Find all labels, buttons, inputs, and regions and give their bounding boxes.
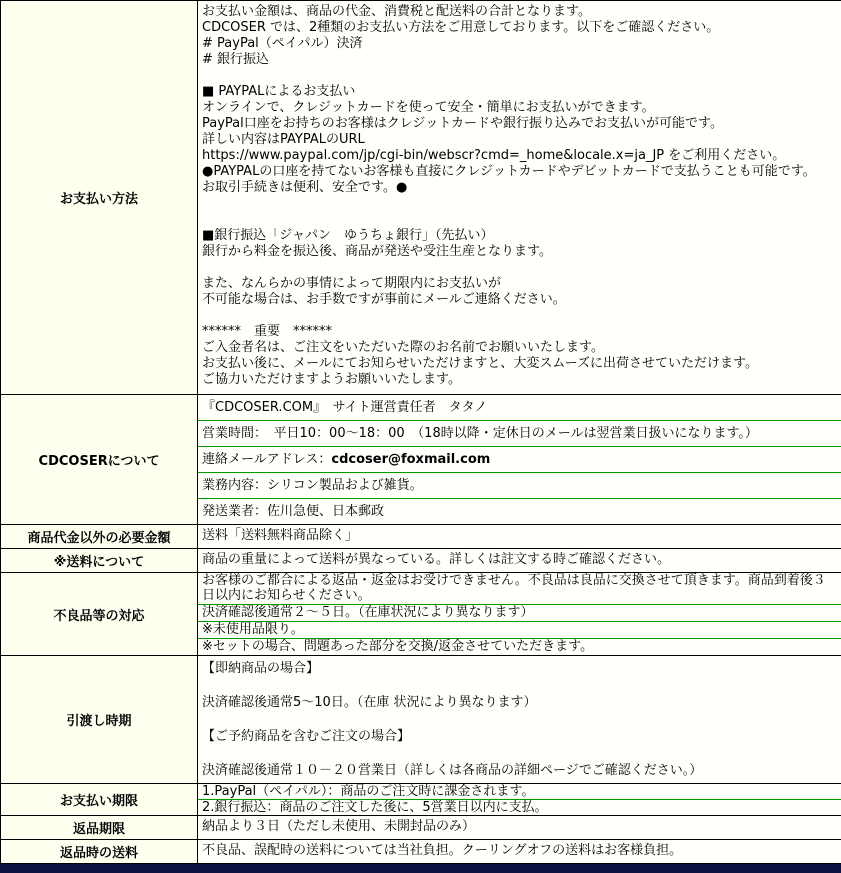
shipping-note-content: 商品の重量によって送料が異なっている。詳しくは註文する時ご確認ください。 (198, 549, 841, 572)
return-shipping-header-label: 返品時の送料 (59, 846, 138, 861)
row-delivery-time (1, 656, 841, 784)
defective-policy-row: ※セットの場合、問題あった部分を交換/返金させていただきます。 (202, 639, 594, 654)
payment-text-line: 不可能な場合は、お手数ですが事前にメールご連絡ください。 (202, 292, 566, 307)
row-return-deadline (1, 816, 841, 840)
payment-text-line: また、なんらかの事情によって期限内にお支払いが (202, 276, 502, 291)
payment-text-line: 銀行から料金を振込後、商品が発送や受注生産となります。 (202, 244, 552, 259)
delivery-time-content (198, 656, 841, 783)
email-label: 連絡メールアドレス： (202, 452, 332, 467)
payment-text-line: # PayPal（ペイパル）決済 (202, 36, 363, 51)
row-defective-policy (1, 573, 841, 656)
shipping-note-header-cell (1, 549, 198, 572)
payment-paypal-url: https://www.paypal.com/jp/cgi-bin/webscr?cmd=_home&locale.x=ja_JP をご利用ください。 (202, 148, 786, 163)
payment-method-header-label: お支払い方法 (59, 192, 138, 207)
payment-text-line (202, 196, 837, 212)
extra-fee-header-label: 商品代金以外の必要金額 (27, 531, 171, 546)
extra-fee-content: 送料「送料無料商品除く」 (198, 525, 841, 548)
row-about-shop (1, 395, 841, 525)
payment-text-line: ●PAYPALの口座を持てないお客様も直接にクレジットカードやデビットカードで支払うことも可能です。 (202, 164, 816, 179)
row-payment-method (1, 1, 841, 395)
payment-important-heading: ****** 重要 ****** (202, 324, 333, 339)
return-deadline-header-label: 返品期限 (72, 822, 125, 837)
return-deadline-header-cell (1, 816, 198, 839)
delivery-text-line: 決済確認後通常１０－２０営業日（詳しくは各商品の詳細ページでご確認ください。） (202, 763, 703, 778)
row-payment-deadline (1, 784, 841, 816)
payment-deadline-row: 1.PayPal（ペイパル）：商品のご注文時に課金されます。 (198, 784, 841, 800)
about-shop-content (198, 395, 841, 524)
row-shipping-note (1, 549, 841, 573)
delivery-text-line (202, 677, 837, 694)
payment-text-line: ご入金者名は、ご注文をいただいた際のお名前でお願いいたします。 (202, 340, 604, 355)
payment-deadline-content (198, 784, 841, 815)
payment-text-line (202, 260, 837, 276)
payment-text-line: お支払い金額は、商品の代金、消費税と配送料の合計となります。 (202, 4, 591, 19)
delivery-text-line: 決済確認後通常5～10日。（在庫 状況により異なります） (202, 695, 537, 710)
defective-policy-header-cell (1, 573, 198, 655)
payment-text-line: ■ PAYPALによるお支払い (202, 84, 356, 99)
payment-text-line (202, 68, 837, 84)
payment-text-line: # 銀行振込 (202, 52, 270, 67)
payment-text-line: CDCOSER では、2種類のお支払い方法をご用意しております。以下をご確認ください。 (202, 20, 720, 35)
defective-policy-header-label: 不良品等の対応 (53, 608, 145, 624)
payment-text-line: お支払い後に、メールにてお知らせいただけますと、大変スムーズに出荷させていただけます。 (202, 356, 759, 371)
payment-text-line: お取引手続きは便利、安全です。● (202, 180, 408, 195)
shipping-note-header-label: ※送料について (53, 555, 145, 570)
row-return-shipping (1, 840, 841, 864)
delivery-text-line: 【ご予約商品を含むご注文の場合】 (202, 729, 411, 744)
return-deadline-content: 納品より３日（ただし未使用、未開封品のみ） (198, 816, 841, 839)
footer-bar (0, 864, 841, 873)
row-extra-fee (1, 525, 841, 549)
about-shipper-row: 発送業者：佐川急便、日本郵政 (202, 504, 385, 519)
defective-policy-row: ※未使用品限り。 (198, 622, 841, 639)
return-shipping-header-cell (1, 840, 198, 863)
payment-text-line: ■銀行振込「ジャパン ゆうちょ銀行」（先払い） (202, 228, 494, 243)
about-operator-row: 『CDCOSER.COM』 サイト運営責任者 タタノ (198, 395, 841, 421)
about-hours-row: 営業時間： 平日10：00～18：00 （18時以降・定休日のメールは翌営業日扱いになります。） (198, 421, 841, 447)
payment-text-line (202, 308, 837, 324)
payment-deadline-header-label: お支払い期限 (59, 794, 138, 809)
payment-method-content (198, 1, 841, 394)
payment-method-header-cell (1, 1, 198, 394)
return-shipping-content: 不良品、誤配時の送料については当社負担。クーリングオフの送料はお客様負担。 (198, 840, 841, 863)
payment-text-line: ご協力いただけますようお願いいたします。 (202, 372, 461, 387)
about-shop-header-label: CDCOSERについて (38, 454, 160, 469)
about-business-row: 業務内容：シリコン製品および雑貨。 (198, 473, 841, 499)
email-address: cdcoser@foxmail.com (331, 452, 491, 467)
defective-policy-content (198, 573, 841, 655)
payment-deadline-row: 2.銀行振込：商品のご注文した後に、5営業日以内に支払。 (202, 800, 548, 815)
delivery-time-header-cell (1, 656, 198, 783)
about-shop-header-cell (1, 395, 198, 524)
about-email-row (198, 447, 841, 473)
payment-text-line: オンラインで、クレジットカードを使って安全・簡単にお支払いができます。 (202, 100, 655, 115)
defective-policy-row: お客様のご都合による返品・返金はお受けできません。不良品は良品に交換させて頂きます。商品到着後３日以内にお知らせください。 (198, 573, 841, 605)
extra-fee-header-cell (1, 525, 198, 548)
delivery-text-line (202, 711, 837, 728)
payment-deadline-header-cell (1, 784, 198, 815)
payment-text-line: PayPal口座をお持ちのお客様はクレジットカードや銀行振り込みでお支払いが可能です。 (202, 116, 723, 131)
delivery-time-header-label: 引渡し時期 (66, 714, 132, 729)
delivery-text-line (202, 745, 837, 762)
delivery-text-line: 【即納商品の場合】 (202, 661, 320, 676)
defective-policy-row: 決済確認後通常２～５日。（在庫状況により異なります） (198, 605, 841, 622)
payment-text-line (202, 212, 837, 228)
payment-text-line: 詳しい内容はPAYPALのURL (202, 132, 365, 147)
